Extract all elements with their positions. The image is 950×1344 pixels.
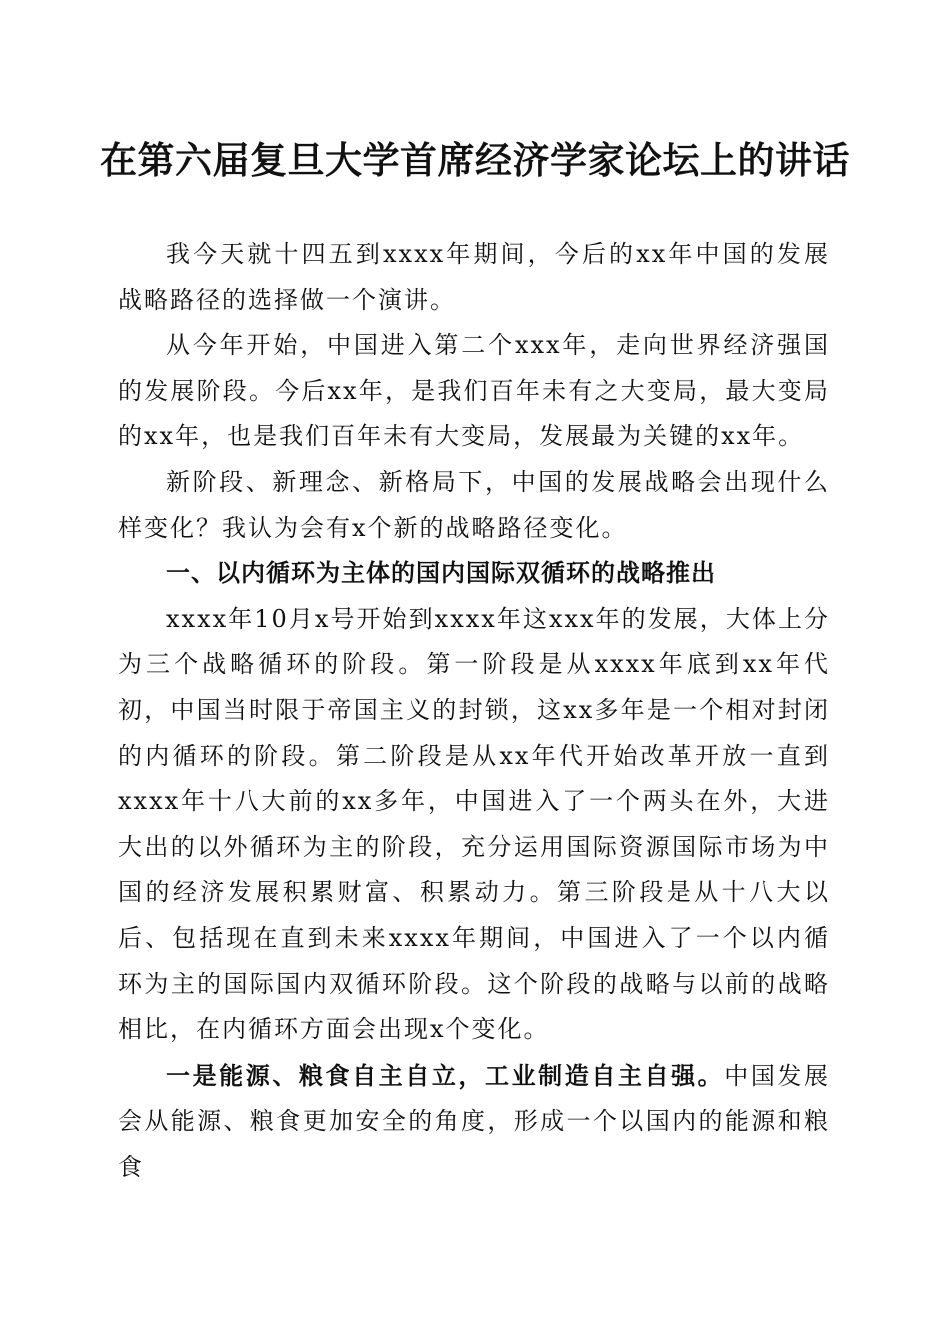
paragraph xyxy=(118,1053,830,1191)
paragraph: 新阶段、新理念、新格局下，中国的发展战略会出现什么样变化？我认为会有x个新的战略路径变化。 xyxy=(118,467,830,542)
point-text: 中国发展会从能源、粮食更加安全的角度，形成一个以国内的能源和粮食 xyxy=(118,1061,830,1181)
point-lead: 一是能源、粮食自主自立，工业制造自主自强。 xyxy=(166,1060,725,1090)
document-title: 在第六届复旦大学首席经济学家论坛上的讲话 xyxy=(100,138,850,182)
document-body xyxy=(118,232,830,1190)
section-heading: 一、以内循环为主体的国内国际双循环的战略推出 xyxy=(166,559,716,588)
paragraph: xxxx年10月x号开始到xxxx年这xxx年的发展，大体上分为三个战略循环的阶段。第一阶段是从xxxx年底到xx年代初，中国当时限于帝国主义的封锁，这xx多年是一个相对封闭的内循环的阶段。第二阶段是从xx年代开始改革开放一直到xxxx年十八大前的xx多年，中国进入了一个两头在外，大进大出的以外循环为主的阶段，充分运用国际资源国际市场为中国的经济发展积累财富、积累动力。第三阶段是从十八大以后、包括现在直到未来xxxx年期间，中国进入了一个以内循环为主的国际国内双循环阶段。这个阶段的战略与以前的战略相比，在内循环方面会出现x个变化。 xyxy=(118,604,830,1044)
paragraph: 我今天就十四五到xxxx年期间，今后的xx年中国的发展战略路径的选择做一个演讲。 xyxy=(118,240,830,314)
paragraph: 从今年开始，中国进入第二个xxx年，走向世界经济强国的发展阶段。今后xx年，是我们百年未有之大变局，最大变局的xx年，也是我们百年未有大变局，发展最为关键的xx年。 xyxy=(118,331,830,451)
